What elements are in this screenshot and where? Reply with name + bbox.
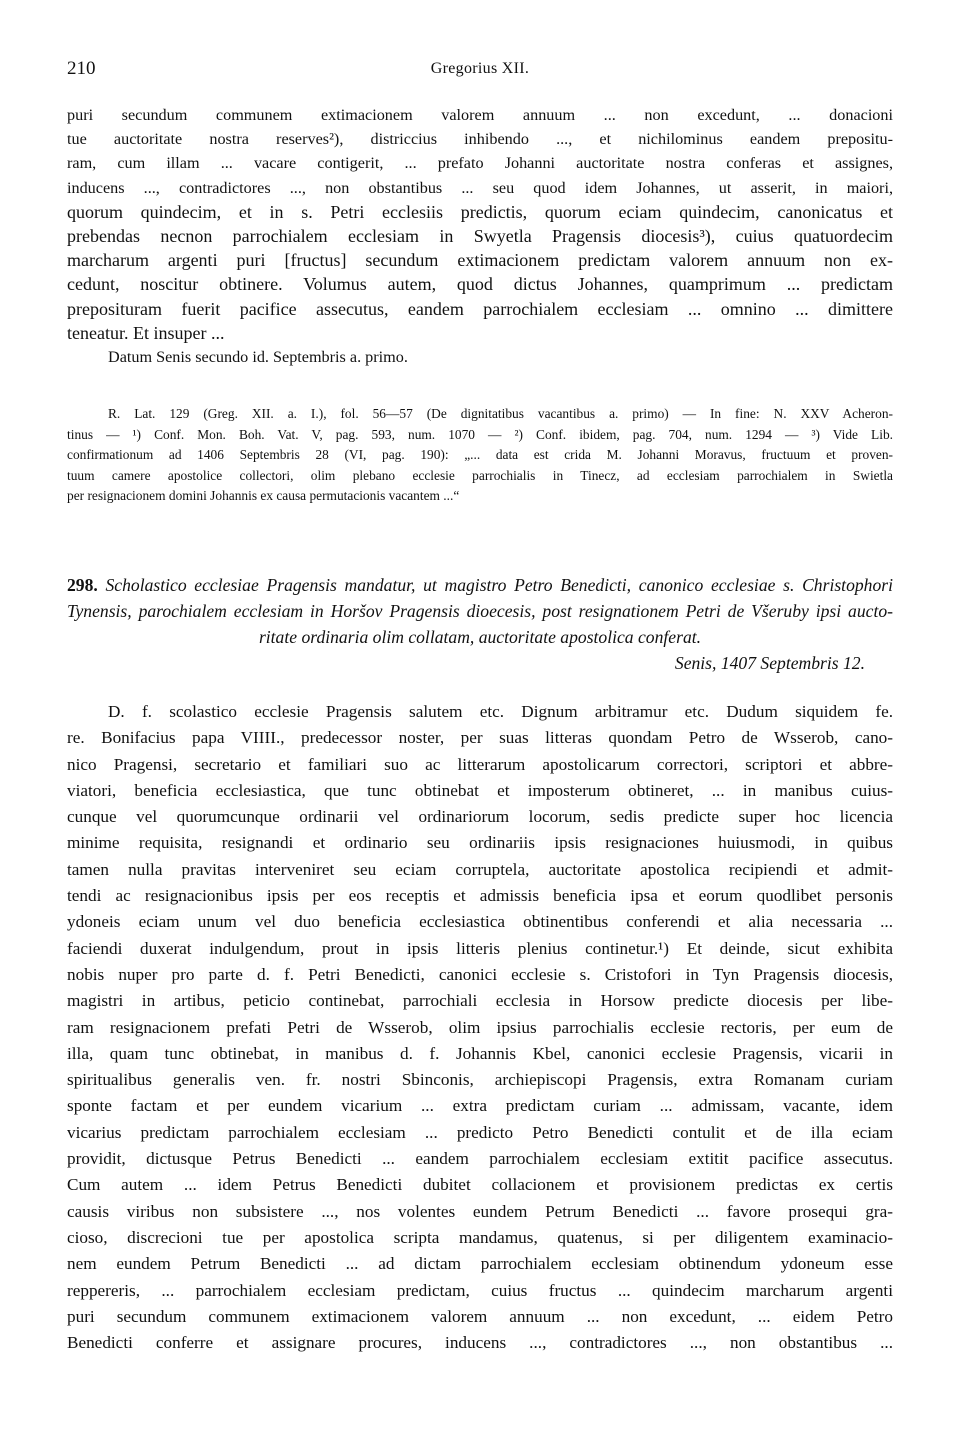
body-line: ydoneis eciam unum vel duo beneficia ecclesiastica obtinentibus conferendi et alia necessaria ... bbox=[67, 912, 893, 932]
body-line: D. f. scolastico ecclesie Pragensis salutem etc. Dignum arbitramur etc. Dudum siquidem fe. bbox=[108, 702, 893, 721]
body-line: tamen nulla pravitas interveniret seu eciam corruptela, auctoritate apostolica recipiendi et admit- bbox=[67, 859, 893, 879]
regest-date: Senis, 1407 Septembris 12. bbox=[674, 653, 865, 673]
body-line: nico Pragensi, secretario et familiari suo ac litterarum apostolicarum correctori, scriptori et abbre- bbox=[67, 754, 893, 774]
note-line: tuum camere apostolice collectori, olim plebano ecclesie parrochialis in Tinecz, ad ecclesiam parrochialem in Swietla bbox=[67, 467, 893, 483]
body-line: causis viribus non subsistere ..., nos volentes eundem Petrum Benedicti ... favore prosequi gra- bbox=[67, 1201, 893, 1221]
top-text-block bbox=[67, 103, 893, 369]
text-line: marcharum argenti puri [fructus] secundum extimacionem predictam valorem annuum non ex- bbox=[67, 250, 893, 271]
note-line: R. Lat. 129 (Greg. XII. a. I.), fol. 56—57 (De dignitatibus vacantibus a. primo) — In fine: N. XXV Acheron- bbox=[108, 406, 893, 421]
body-line: reppereris, ... parrochialem ecclesiam predictam, cuius fructus ... quindecim marcharum argenti bbox=[67, 1280, 893, 1300]
regest-line: Tynensis, parochialem ecclesiam in Horšov Pragensis dioecesis, post resignationem Petri de Všeruby ipsi aucto- bbox=[67, 601, 893, 621]
regest-line: ritate ordinaria olim collatam, auctoritate apostolica conferat. bbox=[258, 627, 702, 647]
note-line: confirmationum ad 1406 Septembris 28 (VI, pag. 190): „... data est crida M. Johanni Moravus, fructuum et proven- bbox=[67, 447, 893, 462]
text-line: preposituram fuerit pacifice assecutus, eandem parrochialem ecclesiam ... omnino ... dimittere bbox=[67, 298, 893, 319]
body-line: providit, dictusque Petrus Benedicti ... eandem parrochialem ecclesiam extitit pacifice assecutus. bbox=[67, 1149, 893, 1169]
source-notes bbox=[67, 404, 893, 507]
body-line: cioso, discrecioni tue per apostolica scripta mandamus, quatenus, si per diligentem examinacio- bbox=[67, 1227, 893, 1247]
text-line: teneatur. Et insuper ... bbox=[67, 322, 225, 343]
regest-number: 298. bbox=[67, 575, 98, 595]
dating-line: Datum Senis secundo id. Septembris a. primo. bbox=[108, 347, 408, 366]
body-line: faciendi duxerat indulgendum, prout in ipsis litteris plenius continetur.¹) Et deinde, sicut exhibita bbox=[67, 938, 893, 958]
regest-line bbox=[67, 572, 893, 598]
body-line: Cum autem ... idem Petrus Benedicti dubitet collacionem et provisionem predictas ex certis bbox=[67, 1175, 893, 1195]
body-line: illa, quam tunc obtinebat, in manibus d. f. Johannis Kbel, canonici ecclesie Pragensis, vicarii in bbox=[67, 1043, 893, 1063]
body-line: ram resignacionem prefati Petri de Wsserob, olim ipsius parrochialis ecclesie rectoris, per eum de bbox=[67, 1017, 893, 1037]
page-number: 210 bbox=[67, 58, 96, 79]
body-line: re. Bonifacius papa VIIII., predecessor noster, per suas litteras quondam Petro de Wsserob, cano- bbox=[67, 728, 893, 748]
body-line: puri secundum communem extimacionem valorem annuum ... non excedunt, ... eidem Petro bbox=[67, 1306, 893, 1326]
body-line: nobis nuper pro parte d. f. Petri Benedicti, canonici ecclesie s. Cristofori in Tyn Pragensis diocesis, bbox=[67, 964, 893, 984]
body-line: viatori, beneficia ecclesiastica, que tunc obtinebat et imposterum obtineret, ... in manibus cuius- bbox=[67, 780, 893, 800]
note-line: per resignacionem domini Johannis ex causa permutacionis vacantem ...“ bbox=[67, 488, 460, 503]
text-line: quorum quindecim, et in s. Petri ecclesiis predictis, quorum eciam quindecim, canonicatus et bbox=[67, 201, 893, 222]
page-header bbox=[67, 58, 893, 88]
body-line: nem eundem Petrum Benedicti ... ad dictam parrochialem ecclesiam obtinendum ydoneum esse bbox=[67, 1254, 893, 1274]
body-line: tendi ac resignacionibus ipsis per eos receptis et admissis beneficia ipsa et eorum quodlibet personis bbox=[67, 886, 893, 906]
body-line: Benedicti conferre et assignare procures, inducens ..., contradictores ..., non obstantibus ... bbox=[67, 1333, 893, 1353]
body-line: spiritualibus generalis ven. fr. nostri Sbinconis, archiepiscopi Pragensis, extra Romanam curiam bbox=[67, 1070, 893, 1090]
body-line: cunque vel quorumcunque ordinarii vel ordinariorum locorum, sedis predicte super hoc licencia bbox=[67, 807, 893, 827]
text-line: tue auctoritate nostra reserves²), districcius inhibendo ..., et nichilominus eandem prepositu- bbox=[67, 130, 893, 149]
text-line: inducens ..., contradictores ..., non obstantibus ... seu quod idem Johannes, ut asserit, in maiori, bbox=[67, 178, 893, 197]
body-line: sponte factam et per eundem vicarium ... extra predictam curiam ... admissam, vacante, idem bbox=[67, 1096, 893, 1116]
document-body bbox=[67, 699, 893, 1356]
regest-heading bbox=[67, 572, 893, 676]
text-line: cedunt, noscitur obtinere. Volumus autem, quod dictus Johannes, quamprimum ... predictam bbox=[67, 274, 893, 295]
text-line: ram, cum illam ... vacare contigerit, ... prefato Johanni auctoritate nostra conferas et assignes, bbox=[67, 154, 893, 173]
body-line: minime requisita, resignandi et ordinario seu ordinariis ipsis resignaciones huiusmodi, in quibus bbox=[67, 833, 893, 853]
text-line: prebendas necnon parrochialem ecclesiam in Swyetla Pragensis diocesis³), cuius quatuordecim bbox=[67, 225, 893, 246]
running-title: Gregorius XII. bbox=[430, 60, 530, 77]
regest-text: Scholastico ecclesiae Pragensis mandatur, ut magistro Petro Benedicti, canonico ecclesiae s. Christophori bbox=[105, 575, 893, 595]
body-line: vicarius predictam parrochialem ecclesiam ... predicto Petro Benedicti contulit et de illa eciam bbox=[67, 1122, 893, 1142]
note-line: tinus — ¹) Conf. Mon. Boh. Vat. V, pag. 593, num. 1070 — ²) Conf. ibidem, pag. 704, num. 1294 — ³) Vide Lib. bbox=[67, 426, 893, 442]
body-line: magistri in artibus, peticio continebat, parrochiali ecclesia in Horsow predicte diocesis per libe- bbox=[67, 991, 893, 1011]
text-line: puri secundum communem extimacionem valorem annuum ... non excedunt, ... donacioni bbox=[67, 106, 893, 124]
